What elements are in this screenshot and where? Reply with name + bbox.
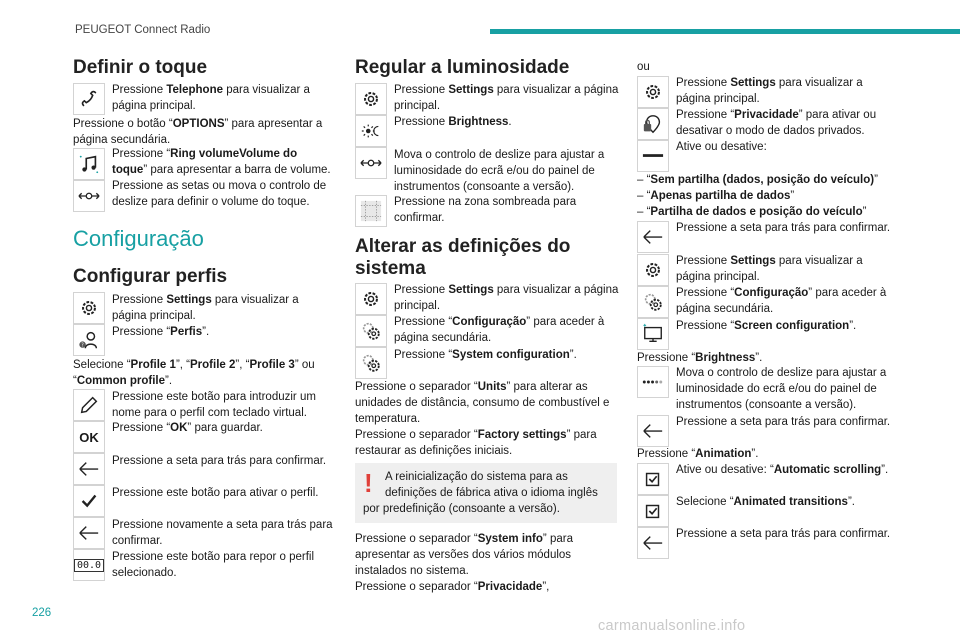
step-system-configuration: Pressione “System configuration”.: [394, 349, 577, 361]
step-brightness-1: Pressione Brightness.: [394, 116, 512, 128]
reset-counter-icon: 00.0: [73, 549, 105, 581]
step-screen-configuration: Pressione “Screen configuration”.: [676, 320, 857, 332]
ok-button-icon: OK: [73, 421, 105, 453]
step-brightness-slider: Mova o controlo de deslize para ajustar a luminosidade do ecrã e/ou do painel de instrumentos (consoante a versão).: [394, 149, 605, 193]
step-settings-1: Pressione Settings para visualizar a página principal.: [112, 294, 299, 322]
heading-luminosidade: Regular a luminosidade: [355, 57, 570, 78]
step-configuracao-2: Pressione “Configuração” para aceder à página secundária.: [676, 287, 887, 315]
settings-gear-icon: [637, 76, 669, 108]
option-apenas-dados: – “Apenas partilha de dados”: [637, 190, 795, 202]
settings-gear-icon: [355, 83, 387, 115]
svg-text:?: ?: [81, 342, 84, 349]
step-settings-2: Pressione Settings para visualizar a página principal.: [394, 84, 619, 112]
step-ok: Pressione “OK” para guardar.: [112, 422, 263, 434]
step-system-info: Pressione o separador “System info” para apresentar as versões dos vários módulos instalados no sistema.: [355, 533, 573, 577]
brightness-icon: [355, 115, 387, 147]
checkbox-icon: [637, 463, 669, 495]
option-dados-posicao: – “Partilha de dados e posição do veículo”: [637, 206, 867, 218]
checkbox-icon: [637, 495, 669, 527]
warning-box: [355, 463, 617, 523]
step-shaded-zone: Pressione na zona sombreada para confirmar.: [394, 196, 577, 224]
heading-definicoes-sistema: Alterar as definições do sistema: [355, 236, 571, 279]
phone-icon: [73, 83, 105, 115]
step-ative-desative: Ative ou desative:: [676, 141, 767, 153]
step-settings-4: Pressione Settings para visualizar a página principal.: [676, 77, 863, 105]
step-units: Pressione o separador “Units” para alterar as unidades de distância, consumo de combustível e temperatura.: [355, 381, 610, 425]
step-configuracao-1: Pressione “Configuração” para aceder à página secundária.: [394, 316, 605, 344]
step-back-4: Pressione a seta para trás para confirmar.: [676, 416, 891, 428]
dots-slider-icon: [637, 366, 669, 398]
privacy-lock-icon: [637, 108, 669, 140]
or-text: ou: [637, 61, 650, 73]
back-arrow-icon: [73, 517, 105, 549]
step-ring-volume: Pressione “Ring volumeVolume do toque” para apresentar a barra de volume.: [112, 148, 331, 176]
warning-text-1: A reinicialização do sistema para as definições de fábrica ativa o idioma inglês: [385, 471, 598, 499]
header-accent-bar: [490, 29, 960, 34]
step-settings-5: Pressione Settings para visualizar a página principal.: [676, 255, 863, 283]
back-arrow-icon: [637, 415, 669, 447]
step-back-2: Pressione novamente a seta para trás para confirmar.: [112, 519, 333, 547]
checkmark-icon: [73, 485, 105, 517]
step-perfis: Pressione “Perfis”.: [112, 326, 210, 338]
pencil-icon: [73, 389, 105, 421]
configuration-gears-icon: [355, 347, 387, 379]
step-settings-3: Pressione Settings para visualizar a página principal.: [394, 284, 619, 312]
screen-icon: [637, 318, 669, 350]
option-sem-partilha: – “Sem partilha (dados, posição do veículo)”: [637, 174, 878, 186]
warning-icon: !: [364, 468, 373, 498]
step-brightness-2: Pressione “Brightness”.: [637, 352, 763, 364]
toggle-bar-icon: [637, 140, 669, 172]
configuration-gears-icon: [355, 315, 387, 347]
step-back-1: Pressione a seta para trás para confirmar.: [112, 455, 327, 467]
step-telephone: Pressione Telephone para visualizar a página principal.: [112, 84, 310, 112]
shaded-zone-icon: [355, 195, 387, 227]
settings-gear-icon: [637, 254, 669, 286]
profile-user-icon: [73, 324, 105, 356]
back-arrow-icon: [637, 221, 669, 253]
heading-configurar-perfis: Configurar perfis: [73, 266, 228, 287]
step-factory-settings: Pressione o separador “Factory settings” para restaurar as definições iniciais.: [355, 429, 597, 457]
heading-definir-toque: Definir o toque: [73, 57, 208, 78]
music-note-icon: [73, 148, 105, 180]
back-arrow-icon: [73, 453, 105, 485]
page-number: 226: [32, 607, 52, 619]
step-automatic-scrolling: Ative ou desative: “Automatic scrolling”.: [676, 464, 889, 476]
step-back-3: Pressione a seta para trás para confirmar.: [676, 222, 891, 234]
step-reset-profile: Pressione este botão para repor o perfil selecionado.: [112, 551, 315, 579]
watermark: carmanualsonline.info: [598, 618, 746, 634]
step-select-profile: Selecione “Profile 1”, “Profile 2”, “Profile 3” ou “Common profile”.: [73, 359, 315, 387]
arrows-slider-icon: [355, 147, 387, 179]
step-privacidade: Pressione “Privacidade” para ativar ou desativar o modo de dados privados.: [676, 109, 877, 137]
warning-text-2: por predefinição (consoante a versão).: [363, 503, 560, 515]
step-profile-name: Pressione este botão para introduzir um nome para o perfil com teclado virtual.: [112, 391, 316, 419]
step-activate-profile: Pressione este botão para ativar o perfil.: [112, 487, 319, 499]
step-back-5: Pressione a seta para trás para confirmar.: [676, 528, 891, 540]
step-animation: Pressione “Animation”.: [637, 448, 759, 460]
step-options: Pressione o botão “OPTIONS” para apresentar a página secundária.: [73, 118, 323, 146]
running-header: PEUGEOT Connect Radio: [75, 24, 211, 36]
configuration-gears-icon: [637, 286, 669, 318]
settings-gear-icon: [73, 292, 105, 324]
arrows-slider-icon: [73, 180, 105, 212]
step-animated-transitions: Selecione “Animated transitions”.: [676, 496, 855, 508]
back-arrow-icon: [637, 527, 669, 559]
step-ring-slider: Pressione as setas ou mova o controlo de deslize para definir o volume do toque.: [112, 180, 327, 208]
settings-gear-icon: [355, 283, 387, 315]
heading-configuracao: Configuração: [73, 226, 204, 251]
step-brightness-slider-2: Mova o controlo de deslize para ajustar a luminosidade do ecrã e/ou do painel de instrumentos (consoante a versão).: [676, 367, 887, 411]
step-privacidade-tab: Pressione o separador “Privacidade”,: [355, 581, 550, 593]
